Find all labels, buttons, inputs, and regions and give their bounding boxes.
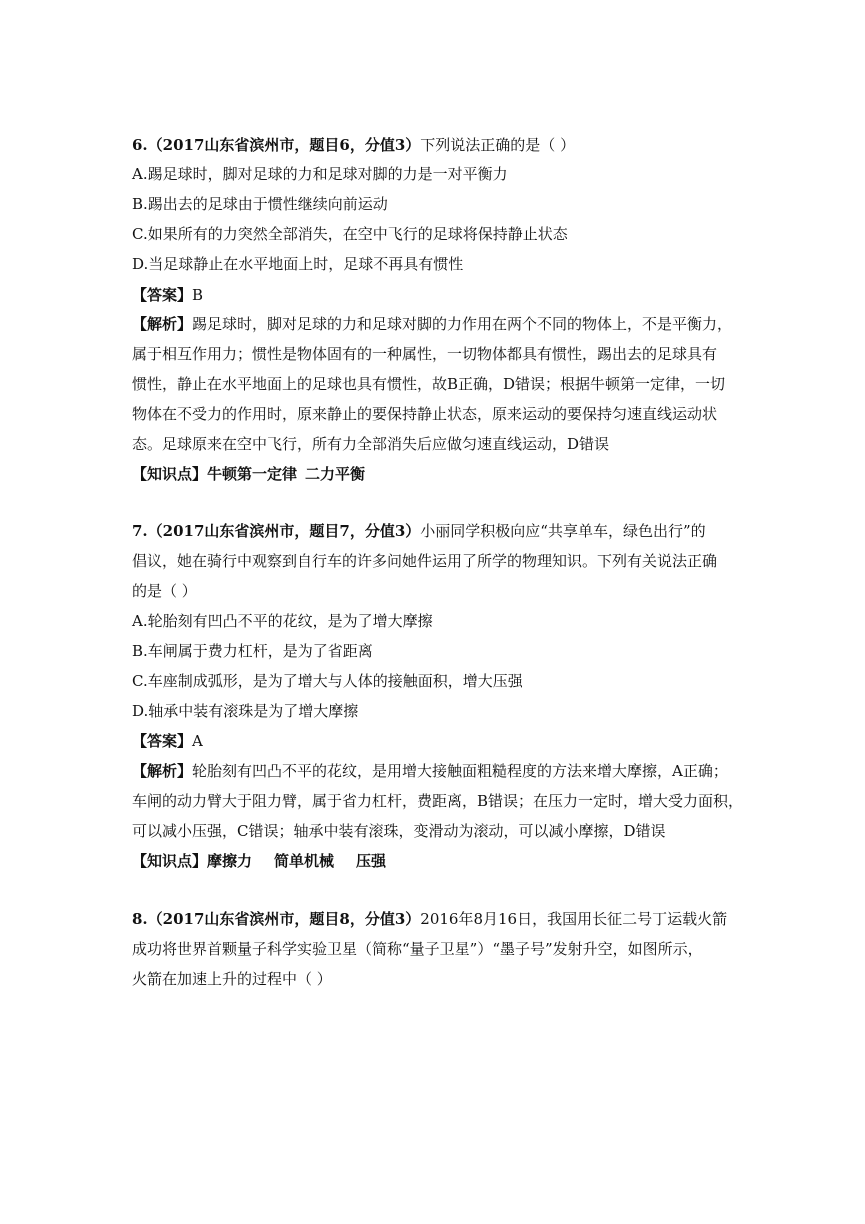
q7-option-d: D.轴承中装有滚珠是为了增大摩擦	[132, 702, 359, 720]
q7-stem-text-1: 小丽同学积极向应“共享单车，绿色出行”的	[420, 522, 706, 540]
q7-option-a: A.轮胎刻有凹凸不平的花纹，是为了增大摩擦	[132, 612, 433, 630]
q6-knowledge-label: 【知识点】	[132, 465, 208, 483]
q7-knowledge-1: 摩擦力	[207, 852, 253, 870]
q6-analysis-line-5: 态。足球原来在空中飞行，所有力全部消失后应做匀速直线运动，D错误	[132, 435, 610, 453]
q8-source: （2017山东省滨州市，题目8，分值3）	[147, 910, 421, 928]
q6-answer	[132, 285, 203, 305]
q6-stem-line-1	[132, 135, 575, 155]
q7-knowledge-2: 简单机械	[274, 852, 335, 870]
q7-option-c: C.车座制成弧形，是为了增大与人体的接触面积，增大压强	[132, 672, 523, 690]
q7-stem-line-1	[132, 521, 706, 541]
q7-analysis-line-3: 可以减小压强，C错误；轴承中装有滚珠，变滑动为滚动，可以减小摩擦，D错误	[132, 822, 666, 840]
q6-knowledge-2: 二力平衡	[305, 465, 366, 483]
q8-stem-line-1	[132, 909, 727, 929]
q6-knowledge	[132, 464, 365, 484]
q6-analysis-label: 【解析】	[132, 315, 193, 333]
q6-analysis-text-1: 踢足球时，脚对足球的力和足球对脚的力作用在两个不同的物体上，不是平衡力，	[192, 315, 733, 333]
q6-source: （2017山东省滨州市，题目6，分值3）	[147, 136, 421, 154]
q6-knowledge-1: 牛顿第一定律	[207, 465, 298, 483]
q7-analysis-line-1	[132, 761, 728, 781]
q6-analysis-line-4: 物体在不受力的作用时，原来静止的要保持静止状态，原来运动的要保持匀速直线运动状	[132, 405, 718, 423]
q7-stem-line-3: 的是（ ）	[132, 582, 197, 600]
q7-option-b: B.车闸属于费力杠杆，是为了省距离	[132, 642, 373, 660]
q7-knowledge-3: 压强	[356, 852, 387, 870]
q7-answer-label: 【答案】	[132, 732, 193, 750]
q6-option-d: D.当足球静止在水平地面上时，足球不再具有惯性	[132, 255, 464, 273]
q6-analysis-line-3: 惯性，静止在水平地面上的足球也具有惯性，故B正确，D错误；根据牛顿第一定律，一切	[132, 375, 726, 393]
q6-analysis-line-1	[132, 314, 732, 334]
q6-answer-label: 【答案】	[132, 286, 193, 304]
q7-knowledge-label: 【知识点】	[132, 852, 208, 870]
q8-number: 8.	[132, 910, 148, 928]
q6-number: 6.	[132, 136, 148, 154]
q7-knowledge	[132, 851, 386, 871]
q8-stem-text-1: 2016年8月16日，我国用长征二号丁运载火箭	[420, 910, 728, 928]
q7-analysis-text-1: 轮胎刻有凹凸不平的花纹，是用增大接触面粗糙程度的方法来增大摩擦，A正确；	[192, 762, 728, 780]
q6-option-c: C.如果所有的力突然全部消失，在空中飞行的足球将保持静止状态	[132, 225, 568, 243]
q7-analysis-line-2: 车闸的动力臂大于阻力臂，属于省力杠杆，费距离，B错误；在压力一定时，增大受力面积，	[132, 792, 744, 810]
q6-option-a: A.踢足球时，脚对足球的力和足球对脚的力是一对平衡力	[132, 165, 508, 183]
q7-stem-line-2: 倡议，她在骑行中观察到自行车的许多问她件运用了所学的物理知识。下列有关说法正确	[132, 552, 718, 570]
q8-stem-line-2: 成功将世界首颗量子科学实验卫星（简称“量子卫星”）“墨子号”发射升空，如图所示，	[132, 940, 703, 958]
q7-answer	[132, 731, 203, 751]
q6-stem-text: 下列说法正确的是（ ）	[420, 136, 576, 154]
q7-number: 7.	[132, 522, 148, 540]
q8-stem-line-3: 火箭在加速上升的过程中（ ）	[132, 970, 332, 988]
q6-answer-value: B	[192, 286, 204, 304]
q6-analysis-line-2: 属于相互作用力；惯性是物体固有的一种属性，一切物体都具有惯性，踢出去的足球具有	[132, 345, 718, 363]
q7-answer-value: A	[192, 732, 203, 750]
q7-source: （2017山东省滨州市，题目7，分值3）	[147, 522, 421, 540]
q6-option-b: B.踢出去的足球由于惯性继续向前运动	[132, 195, 388, 213]
q7-analysis-label: 【解析】	[132, 762, 193, 780]
